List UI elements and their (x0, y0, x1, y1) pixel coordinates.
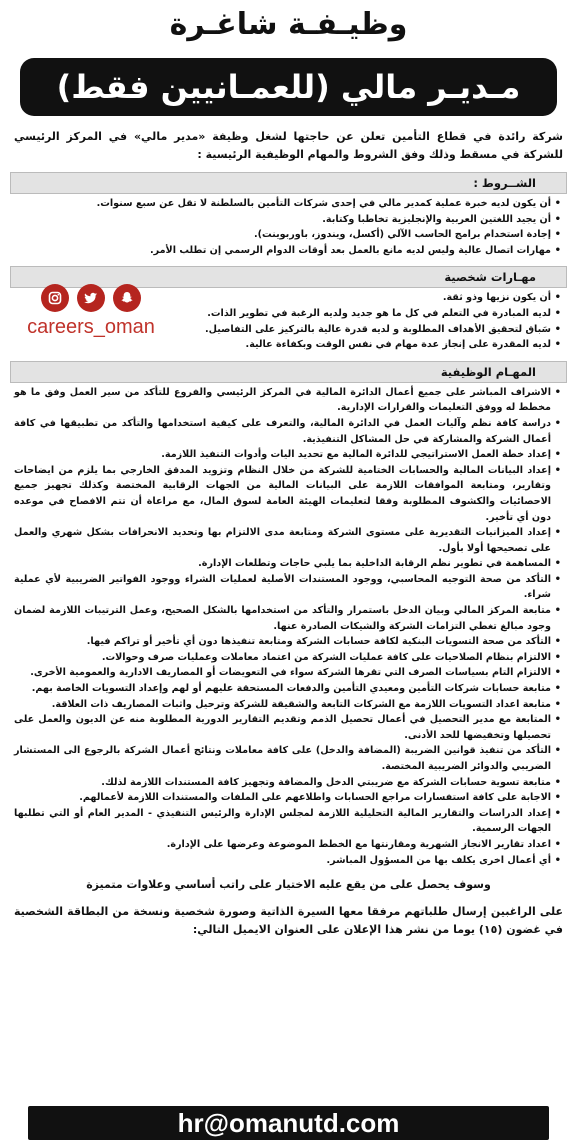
list-item: • إعداد خطة العمل الاستراتيجي للدائرة المالية مع تحديد اليات وأدوات التنفيذ اللازمة. (14, 447, 561, 463)
page-title: وظيـفـة شاغـرة (169, 7, 408, 42)
list-item: • أن يجيد اللغتين العربية والإنجليزية تخاطبا وكتابة. (14, 212, 561, 228)
list-item: • الاشراف المباشر على جميع أعمال الدائرة المالية في المركز الرئيسي والفروع للتأكد من سير العمل وفق ما هو مخطط له ووفق التعليمات والقرارات الإدارية. (14, 385, 561, 416)
application-instructions: على الراغبين إرسال طلباتهم مرفقا معها السيرة الذاتية وصورة شخصية ونسخة من البطاقة الشخصية في غضون (١٥) يوما من نشر هذا الإعلان على العنوان الايميل التالي: (14, 905, 563, 937)
list-item: • متابعة تسوية حسابات الشركة مع ضريبتي الدخل والمضافة وتجهيز كافة المستندات اللازمة لذلك. (14, 775, 561, 791)
list-item: • مهارات اتصال عالية وليس لديه مانع بالعمل بعد أوقات الدوام الرسمي إن تطلب الأمر. (14, 243, 561, 259)
list-item: • أي أعمال اخرى يكلف بها من المسؤول المباشر. (14, 853, 561, 869)
list-item: • أن يكون نزيها وذو ثقة. (160, 290, 561, 306)
skills-heading-label: مهـارات شخصية (444, 270, 536, 285)
intro-paragraph: شركة رائدة في قطاع التأمين تعلن عن حاجتها لشغل وظيفة «مدير مالي» في المركز الرئيسي للشركة في مسقط وذلك وفق الشروط والمهام الوظيفية الرئيسية : (14, 130, 563, 161)
salary-note: وسوف يحصل على من يقع عليه الاختيار على راتب أساسي وعلاوات متميزة (86, 878, 491, 892)
list-item: • التأكد من تنفيذ قوانين الضريبة (المضافة والدخل) على كافة معاملات ونتائج أعمال الشركة بالرجوع الى المستشار الضريبي والدوائر الضريبية المختصة. (14, 743, 561, 774)
twitter-icon[interactable] (77, 284, 105, 312)
conditions-list (10, 194, 567, 258)
list-item: • متابعة اعداد التسويات اللازمة مع الشركات التابعة والشقيقة للشركة وترحيل واثبات المصاريف ذات العلاقة. (14, 697, 561, 713)
list-item: • متابعة المركز المالي وبيان الدخل باستمرار والتأكد من استخدامها بالشكل الصحيح، وعمل الترتيبات اللازمة لضمان وجود مبالغ تغطي التزامات الشركة والشيكات الصادرة عنها. (14, 603, 561, 634)
contact-email[interactable]: hr@omanutd.com (28, 1106, 549, 1140)
snapchat-icon[interactable] (113, 284, 141, 312)
list-item: • المساهمة في تطوير نظم الرقابة الداخلية بما يلبي حاجات وتطلعات الإدارة. (14, 556, 561, 572)
list-item: • الالتزام بنظام الصلاحيات على كافة عمليات الشركة من اعتماد معاملات وعمليات صرف وحوالات. (14, 650, 561, 666)
list-item: • لديه المقدرة على إنجاز عدة مهام في نفس الوقت وبكفاءة عالية. (160, 337, 561, 353)
list-item: • إجادة استخدام برامج الحاسب الآلي (أكسل، ويندوز، باوربوينت). (14, 227, 561, 243)
social-icons (26, 284, 156, 312)
conditions-heading-label: الشــروط : (473, 176, 536, 190)
list-item: • لديه المبادرة في التعلم في كل ما هو جديد ولديه الرغبة في تطوير الذات. (160, 306, 561, 322)
list-item: • دراسة كافة نظم وآليات العمل في الدائرة المالية، والتعرف على كيفية استخدامها والتأكد من تطبيقها في كافة أعمال الشركة والمشاركة في حل المشاكل التنفيذية. (14, 416, 561, 447)
list-item: • أن يكون لديه خبرة عملية كمدير مالي في إحدى شركات التأمين بالسلطنة لا تقل عن سبع سنوات. (14, 196, 561, 212)
skills-section (10, 266, 567, 352)
duties-list (10, 383, 567, 868)
list-item: • إعداد الدراسات والتقارير المالية التحليلية اللازمة لمجلس الإدارة والرئيس التنفيذي - المدير العام أو التي تطلبها الجهات الرسمية. (14, 806, 561, 837)
list-item: • اعداد تقارير الانجاز الشهرية ومقارنتها مع الخطط الموضوعة وعرضها على الإدارة. (14, 837, 561, 853)
list-item: • المتابعة مع مدير التحصيل في أعمال تحصيل الذمم وتقديم التقارير الدورية المطلوبة منه عن الديون والعمل على تحصيلها وتخفيضها للحد الأدنى. (14, 712, 561, 743)
social-handle[interactable]: careers_oman (27, 316, 155, 339)
social-block (26, 284, 156, 339)
list-item: • متابعة حسابات شركات التأمين ومعيدي التأمين والدفعات المستحقة عليهم أو لهم وإعداد التسويات الخاصة بهم. (14, 681, 561, 697)
instagram-icon[interactable] (41, 284, 69, 312)
list-item: • التأكد من صحة التوجيه المحاسبي، ووجود المستندات الأصلية لعمليات الشراء ووجود الفواتير الضريبية لأي عملية شراء. (14, 572, 561, 603)
job-title-banner: مـديـر مالي (للعمـانيين فقط) (20, 58, 557, 116)
list-item: • الالتزام التام بسياسات الصرف التي تقرها الشركة سواء في التعويضات أو المصاريف الادارية والعمومية الأخرى. (14, 665, 561, 681)
list-item: • إعداد الميزانيات التقديرية على مستوى الشركة ومتابعة مدى الالتزام بها وتحديد الانحرافات بشكل شهري والعمل على تصحيحها أولا بأول. (14, 525, 561, 556)
list-item: • سَباق لتحقيق الأهداف المطلوبة و لديه قدرة عالية بالتركيز على التفاصيل. (160, 322, 561, 338)
duties-heading-label: المهـام الوظيفية (440, 364, 536, 379)
list-item: • الاجابة على كافة استفسارات مراجع الحسابات واطلاعهم على الملفات والمستندات اللازمة لأعمالهم. (14, 790, 561, 806)
conditions-heading (10, 172, 567, 194)
duties-heading (10, 361, 567, 383)
list-item: • إعداد البيانات المالية والحسابات الختامية للشركة من خلال النظام وتزويد المدقق الخارجي بما يلزم من ايضاحات وتقارير، ومتابعة الموافقات اللازمة على البيانات المالية من الجهات الرقابية المختصة وكذلك تجهيز جميع الاحصائيات والكشوف المطلوبة وفقا لتعليمات الهيئة العامة لسوق المال، مع مراعاة أن تتم الافصاح في موعده دون أي تأخير. (14, 463, 561, 525)
list-item: • التأكد من صحة التسويات البنكية لكافة حسابات الشركة ومتابعة تنفيذها دون أي تأخير أو تراكم فيها. (14, 634, 561, 650)
